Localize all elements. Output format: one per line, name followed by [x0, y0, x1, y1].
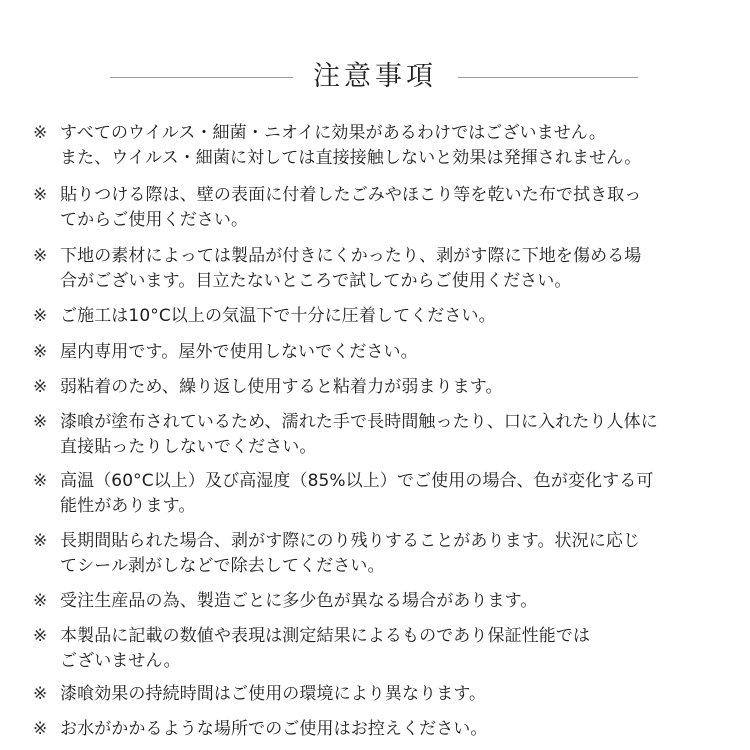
note-text-line-1: 受注生産品の為、製造ごとに多少色が異なる場合があります。	[60, 591, 538, 611]
note-mark: ※	[33, 412, 48, 432]
note-text-line-1: ご施工は10°C以上の気温下で十分に圧着してください。	[60, 306, 496, 326]
note-text-line-1: 長期間貼られた場合、剥がす際にのり残りすることがあります。状況に応じ	[60, 531, 641, 551]
note-mark: ※	[33, 591, 48, 611]
note-text-line-1: 本製品に記載の数値や表現は測定結果によるものであり保証性能では	[60, 626, 591, 646]
note-text-line-2: 合がございます。目立たないところで試してからご使用ください。	[60, 271, 572, 291]
note-text-line-2: てシール剥がしなどで除去してください。	[60, 556, 385, 576]
note-text-line-2: 能性があります。	[60, 496, 196, 516]
note-mark: ※	[33, 471, 48, 491]
note-text-line-1: 屋内専用です。屋外で使用しないでください。	[60, 342, 418, 362]
note-mark: ※	[33, 684, 48, 704]
note-text-line-1: すべてのウイルス・細菌・ニオイに効果があるわけではございません。	[60, 123, 607, 143]
note-text-line-1: 漆喰が塗布されているため、濡れた手で長時間触ったり、口に入れたり人体に	[60, 412, 658, 432]
note-text-line-2: 直接貼ったりしないでください。	[60, 437, 317, 457]
note-text-line-2: てからご使用ください。	[60, 210, 249, 230]
page-title: 注意事項	[313, 61, 437, 92]
note-mark: ※	[33, 377, 48, 397]
note-mark: ※	[33, 185, 48, 205]
note-text-line-1: 漆喰効果の持続時間はご使用の環境により異なります。	[60, 684, 487, 704]
note-mark: ※	[33, 719, 48, 739]
note-text-line-1: 貼りつける際は、壁の表面に付着したごみやほこり等を乾いた布で拭き取っ	[60, 185, 642, 205]
note-mark: ※	[33, 531, 48, 551]
note-mark: ※	[33, 246, 48, 266]
note-text-line-1: お水がかかるような場所でのご使用はお控えください。	[60, 719, 488, 739]
note-text-line-1: 下地の素材によっては製品が付きにくかったり、剥がす際に下地を傷める場	[60, 246, 642, 266]
note-text-line-1: 弱粘着のため、繰り返し使用すると粘着力が弱まります。	[60, 377, 503, 397]
note-text-line-2: また、ウイルス・細菌に対しては直接接触しないと効果は発揮されません。	[60, 148, 642, 168]
note-mark: ※	[33, 306, 48, 326]
note-text-line-2: ございません。	[60, 651, 181, 671]
note-mark: ※	[33, 123, 48, 143]
note-mark: ※	[33, 342, 48, 362]
note-text-line-1: 高温（60°C以上）及び高湿度（85%以上）でご使用の場合、色が変化する可	[60, 471, 654, 491]
note-mark: ※	[33, 626, 48, 646]
